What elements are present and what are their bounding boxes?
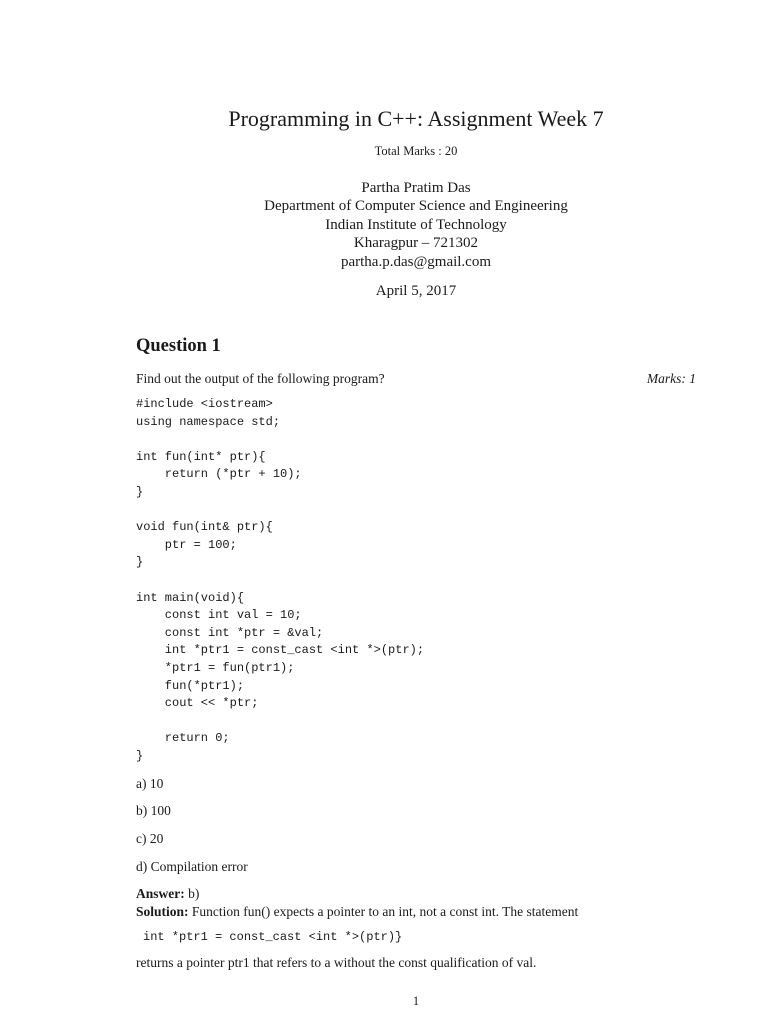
answer-value: b): [184, 886, 200, 901]
author-location: Kharagpur – 721302: [353, 235, 479, 252]
option-c: c) 20: [136, 831, 164, 846]
solution-label: Solution:: [136, 904, 189, 919]
solution-code: int *ptr1 = const_cast <int *>(ptr)}: [143, 930, 403, 944]
author-name: Partha Pratim Das: [361, 180, 471, 196]
answer-line: [136, 886, 199, 902]
question-prompt: Find out the output of the following program?: [136, 371, 385, 386]
question-marks: Marks: 1: [646, 371, 696, 386]
answer-label: Answer:: [136, 886, 185, 901]
author-department: Department of Computer Science and Engineering: [264, 198, 568, 215]
author-institute: Indian Institute of Technology: [325, 216, 507, 233]
total-marks: Total Marks : 20: [374, 144, 458, 158]
option-d: d) Compilation error: [136, 859, 248, 874]
document-title: Programming in C++: Assignment Week 7: [228, 106, 604, 131]
code-block: #include <iostream> using namespace std; int fun(int* ptr){ return (*ptr + 10); } void fun(int& ptr){ ptr = 100; } int main(void){ const int val = 10; const int *ptr = &val; int *ptr1 = const_cast <int *>(ptr); *ptr1 = fun(ptr1); fun(*ptr1); cout << *ptr; return 0; }: [136, 397, 425, 763]
page-number: 1: [412, 994, 420, 1008]
solution-after-text: returns a pointer ptr1 that refers to a without the const qualification of val.: [136, 955, 537, 970]
option-a: a) 10: [136, 776, 164, 791]
document-date: April 5, 2017: [375, 283, 457, 299]
author-email: partha.p.das@gmail.com: [340, 253, 492, 270]
solution-text: Function fun() expects a pointer to an int, not a const int. The statement: [188, 904, 579, 919]
option-b: b) 100: [136, 803, 171, 818]
question-heading: Question 1: [136, 336, 221, 356]
author-block: [0, 179, 768, 271]
solution-line: [136, 904, 578, 920]
